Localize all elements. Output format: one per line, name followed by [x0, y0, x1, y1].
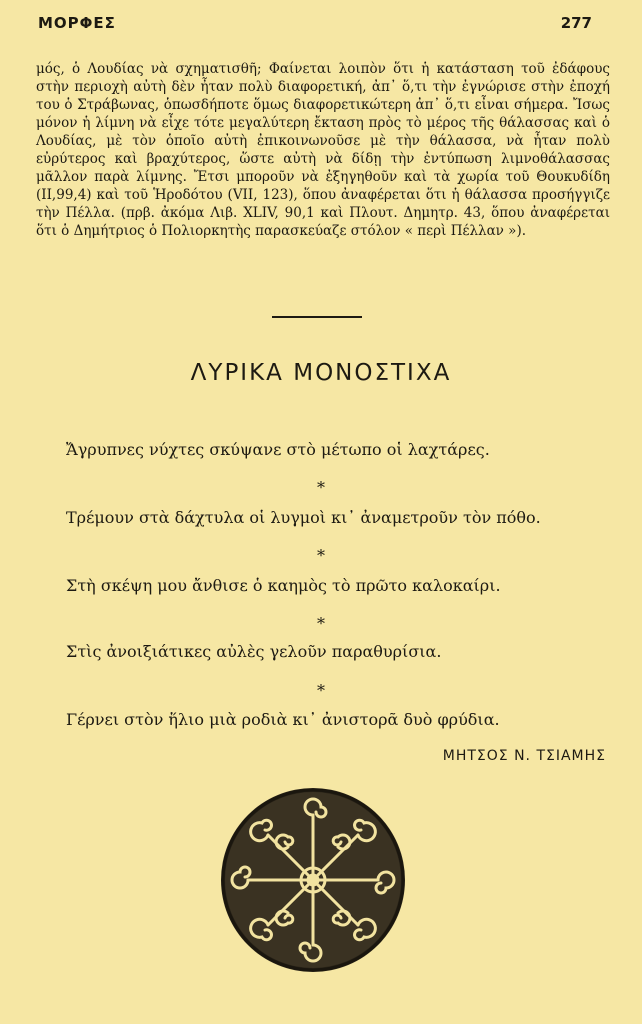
separator-star-4: *	[317, 681, 325, 700]
journal-title: ΜΟΡΦΕΣ	[38, 14, 116, 32]
separator-star-1: *	[317, 478, 325, 497]
author-signature: ΜΗΤΣΟΣ Ν. ΤΣΙΑΜΗΣ	[442, 748, 606, 764]
intro-paragraph	[36, 60, 610, 240]
poem-title: ΛΥΡΙΚΑ ΜΟΝΟΣΤΙΧΑ	[190, 360, 452, 386]
separator-star-3: *	[317, 614, 325, 633]
poem-line-4: Στὶς ἀνοιξιάτικες αὐλὲς γελοῦν παραθυρίσια.	[66, 642, 442, 661]
poem-line-3: Στὴ σκέψη μου ἄνθισε ὁ καημὸς τὸ πρῶτο καλοκαίρι.	[66, 576, 501, 595]
poem-line-2: Τρέμουν στὰ δάχτυλα οἱ λυγμοὶ κι᾿ ἀναμετροῦν τὸν πόθο.	[66, 508, 541, 527]
section-divider	[272, 316, 362, 318]
separator-star-2: *	[317, 546, 325, 565]
poem-line-5: Γέρνει στὸν ἥλιο μιὰ ροδιὰ κι᾿ ἀνιστορᾶ δυὸ φρύδια.	[66, 710, 500, 729]
intro-text: μός, ὁ Λουδίας νὰ σχηματισθῆ; Φαίνεται λοιπὸν ὅτι ἡ κατάσταση τοῦ ἐδάφους στὴν περιοχὴ αὐτὴ δὲν ἦταν πολὺ διαφορετική, ἀπ᾿ ὅ,τι τὴν ἐγνώρισε στὴν ἐποχή του ὁ Στράβωνας, ὁπωσδήποτε ὅμως διαφορετικώτερη ἀπ᾿ ὅ,τι εἶναι σήμερα. Ἴσως μόνον ἡ λίμνη νὰ εἶχε τότε μεγαλύτερη ἔκταση πρὸς τὸ μέρος τῆς θάλασσας καὶ ὁ Λουδίας, μὲ τὸν ὁποῖο αὐτὴ ἐπικοινωνοῦσε μὲ τὴν θάλασσα, νὰ ἦταν πολὺ εὐρύτερος καὶ βραχύτερος, ὥστε αὐτὴ νὰ δίδῃ τὴν ἐντύπωση λιμνοθάλασσας μᾶλλον παρὰ λίμνης. Ἔτσι μποροῦν νὰ ἐξηγηθοῦν καὶ τὰ χωρία τοῦ Θουκυδίδη (ΙΙ,99,4) καὶ τοῦ Ἡροδότου (VII, 123), ὅπου ἀναφέρεται ὅτι ἡ θάλασσα προσήγγιζε τὴν Πέλλα. (πρβ. ἀκόμα Λιβ. XLIV, 90,1 καὶ Πλουτ. Δημητρ. 43, ὅπου ἀναφέρεται ὅτι ὁ Δημήτριος ὁ Πολιορκητὴς παρασκεύαζε στόλον « περὶ Πέλλαν »).	[36, 61, 610, 239]
page-number: 277	[560, 14, 592, 32]
spiral-disc-ornament-icon	[218, 785, 408, 979]
poem-line-1: Ἄγρυπνες νύχτες σκύψανε στὸ μέτωπο οἱ λαχτάρες.	[66, 440, 490, 459]
